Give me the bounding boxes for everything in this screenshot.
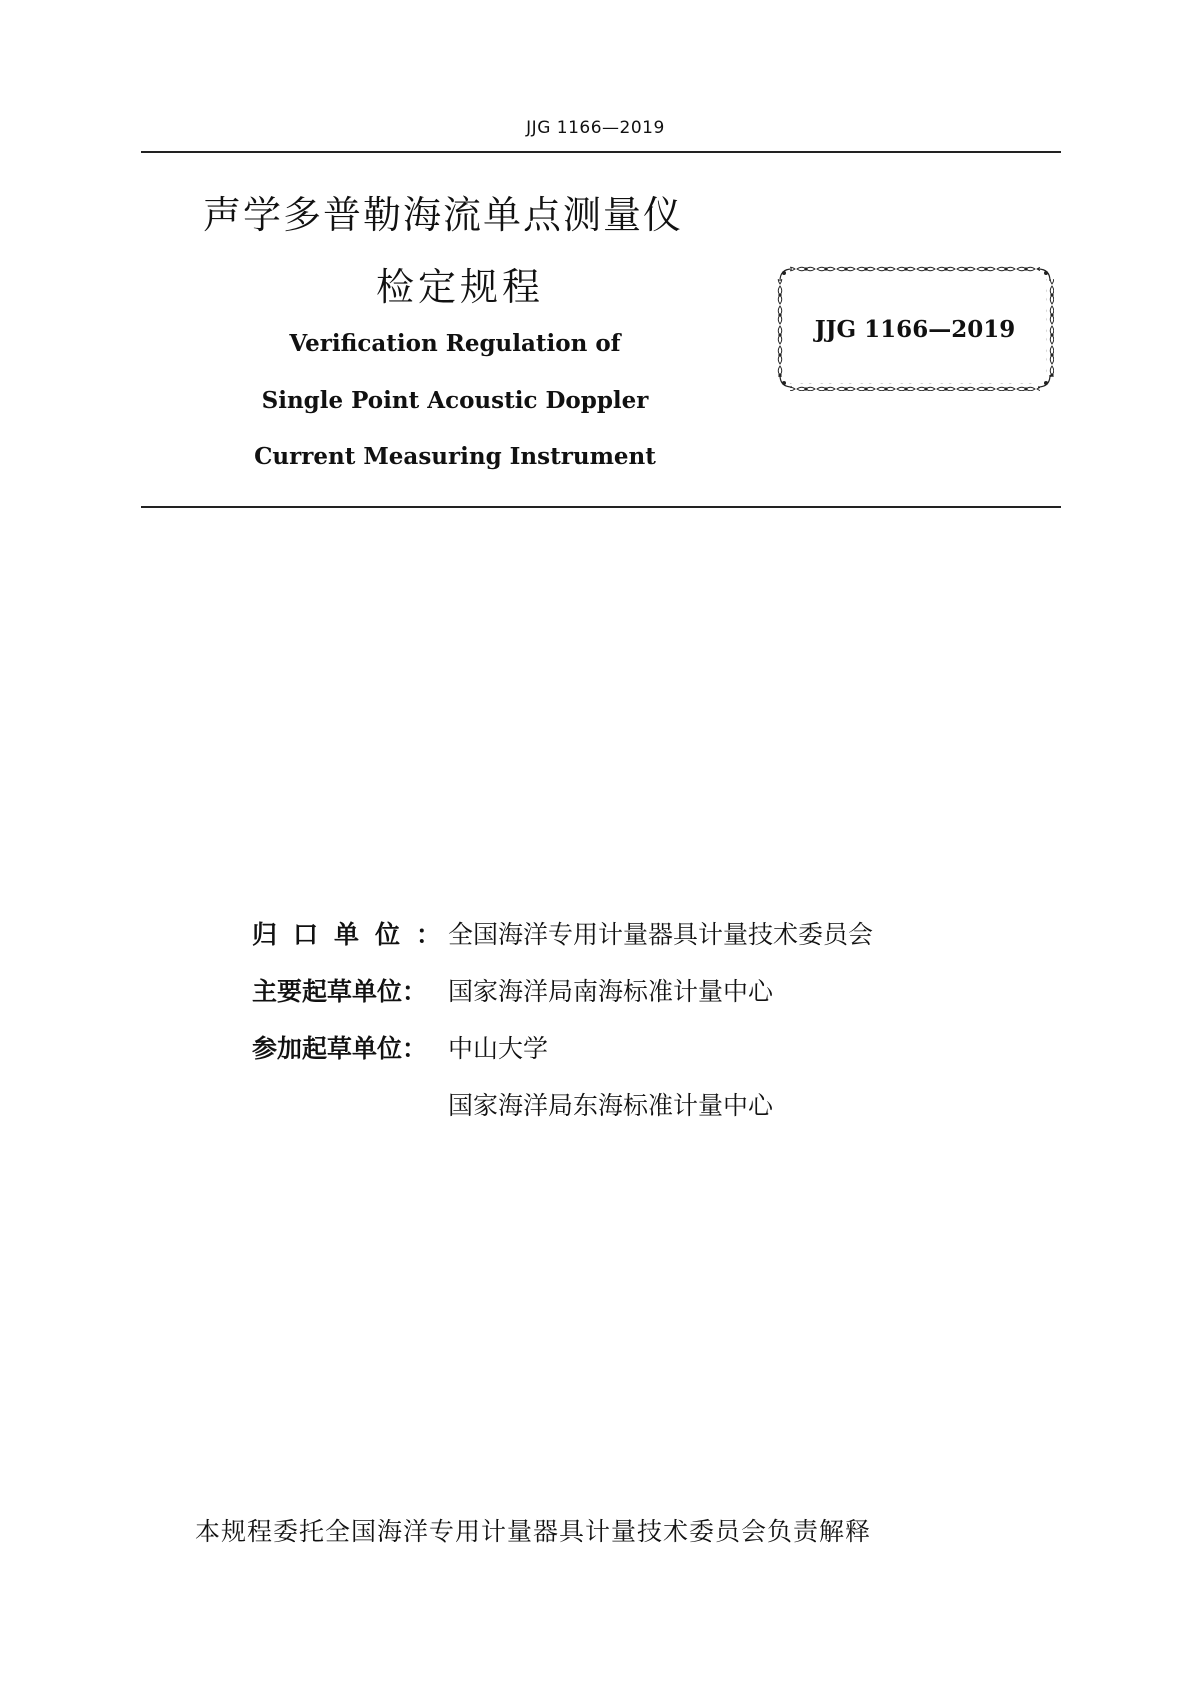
participant-row bbox=[252, 1029, 548, 1069]
main-drafter-value: 国家海洋局南海标准计量中心 bbox=[448, 977, 774, 1006]
main-drafter-row bbox=[252, 972, 773, 1012]
participant-value-2: 国家海洋局东海标准计量中心 bbox=[448, 1091, 774, 1120]
title-english-line-3: Current Measuring Instrument bbox=[254, 443, 656, 470]
bottom-rule bbox=[141, 506, 1061, 508]
title-english-line-1: Verification Regulation of bbox=[289, 330, 621, 357]
participant-value-1: 中山大学 bbox=[448, 1034, 549, 1063]
title-chinese: 声学多普勒海流单点测量仪 bbox=[203, 193, 684, 237]
responsible-unit-value: 全国海洋专用计量器具计量技术委员会 bbox=[448, 920, 874, 949]
running-header: JJG 1166—2019 bbox=[526, 118, 665, 138]
main-drafter-label: 主要起草单位： bbox=[252, 977, 428, 1006]
participant-label: 参加起草单位： bbox=[252, 1034, 428, 1063]
title-english-line-2: Single Point Acoustic Doppler bbox=[261, 387, 649, 414]
responsible-unit-label: 归口单位： bbox=[252, 920, 458, 949]
interpretation-note: 本规程委托全国海洋专用计量器具计量技术委员会负责解释 bbox=[195, 1517, 872, 1546]
top-rule bbox=[141, 151, 1061, 153]
standard-code: JJG 1166—2019 bbox=[814, 316, 1016, 343]
participant-row-2 bbox=[252, 1086, 773, 1126]
subtitle-chinese: 检定规程 bbox=[375, 265, 544, 309]
responsible-unit-row bbox=[252, 915, 873, 955]
